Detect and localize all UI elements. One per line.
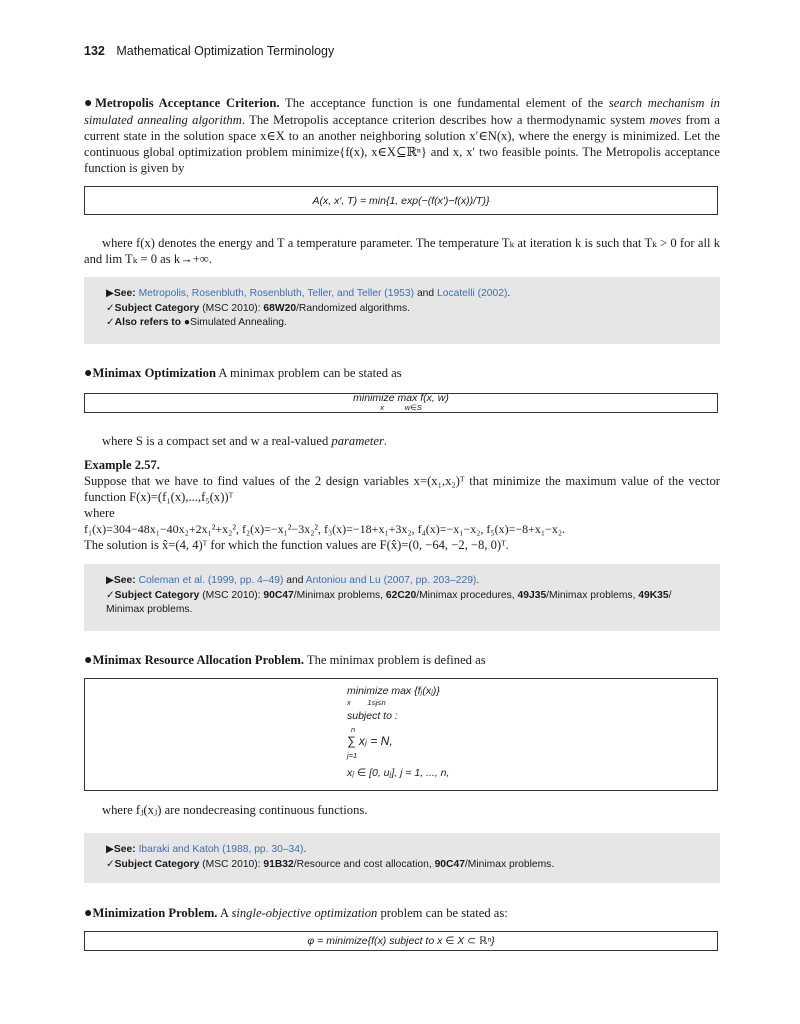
check-icon: ✓: [106, 589, 115, 601]
text: /Resource and cost allocation,: [293, 858, 435, 870]
minimax-see-box: [84, 564, 720, 631]
example-line-1: Suppose that we have to find values of the 2 design variables x=(x₁,x₂)ᵀ that minimize the maximum value of the vector function F(x)=(f₁(x),...,f₅(x))ᵀ: [84, 474, 720, 504]
resource-objective-sub: x 1≤j≤n: [347, 698, 386, 707]
text: The minimax problem is defined as: [303, 653, 486, 667]
bullet-icon: ●: [84, 366, 93, 381]
text: and: [283, 575, 306, 586]
subject-code: 90C47: [434, 858, 465, 870]
text: Simulated Annealing.: [190, 317, 287, 328]
check-icon: ✓: [106, 317, 115, 328]
minimax-formula: minimize max f(x, w): [353, 392, 449, 404]
minimization-formula-box: [84, 931, 718, 951]
text: from a current state in the solution space x∈X to an another neighboring solution x′∈N(x), where the energy is minimized. Let the continuous global optimization problem minimize{f(x), x∈X⊆ℝⁿ} and x, x′ two feasible points. The Metropolis acceptance function is given by: [84, 113, 720, 175]
example-line-2: where: [84, 506, 115, 520]
subject-label: Subject Category: [114, 302, 200, 314]
ref-link[interactable]: Locatelli (2002): [436, 288, 508, 299]
bullet-icon: ●: [84, 96, 96, 111]
subject-code: 91B32: [263, 858, 294, 870]
example-line-4: The solution is x̂=(4, 4)ᵀ for which the function values are F(x̂)=(0, −64, −2, −8, 0)ᵀ.: [84, 538, 509, 552]
text: (MSC 2010):: [199, 302, 264, 314]
text: . The Metropolis acceptance criterion describes how a thermodynamic system: [241, 113, 650, 127]
see-label: See:: [113, 288, 136, 299]
ref-link[interactable]: Coleman et al. (1999, pp. 4–49): [138, 575, 284, 586]
minimax-formula-sub: x w∈S: [380, 403, 422, 412]
resource-sum: ∑ xⱼ = N,: [347, 734, 393, 748]
resource-sum-bottom: j=1: [347, 751, 358, 760]
bullet-icon: ●: [183, 317, 191, 328]
emphasis: parameter: [331, 434, 384, 448]
see-label: See:: [113, 844, 136, 855]
minimax-formula-box: [84, 393, 718, 413]
minimax-where: [84, 433, 720, 449]
bullet-icon: ●: [84, 653, 93, 668]
page-number: 132: [84, 44, 105, 58]
running-title: Mathematical Optimization Terminology: [116, 44, 335, 58]
text: .: [303, 844, 307, 855]
text: /Randomized algorithms.: [296, 302, 410, 314]
subject-code: 68W20: [263, 302, 297, 314]
triangle-right-icon: ▶: [106, 288, 114, 299]
text: /Minimax procedures,: [416, 589, 518, 601]
metropolis-formula: A(x, x′, T) = min{1, exp(−(f(x′)−f(x))/T)}: [312, 194, 490, 207]
triangle-right-icon: ▶: [106, 844, 114, 855]
ref-link[interactable]: Metropolis, Rosenbluth, Rosenbluth, Teller, and Teller (1953): [138, 288, 415, 299]
check-icon: ✓: [106, 302, 115, 314]
text: /Minimax problems.: [464, 858, 555, 870]
text: (MSC 2010):: [199, 858, 264, 870]
emphasis: single-objective optimization: [231, 906, 378, 920]
text: .: [507, 288, 511, 299]
subject-label: Subject Category: [114, 858, 200, 870]
example-line-3: f₁(x)=304−48x₁−40x₂+2x₁²+x₂², f₂(x)=−x₁²−3x₂², f₃(x)=−18+x₁+3x₂, f₄(x)=−x₁−x₂, f₅(x)=−8+x₁−x₂.: [84, 522, 566, 536]
triangle-right-icon: ▶: [106, 575, 114, 586]
ref-link[interactable]: Antoniou and Lu (2007, pp. 203–229): [305, 575, 477, 586]
metropolis-where: where f(x) denotes the energy and T a temperature parameter. The temperature Tₖ at iteration k is such that Tₖ > 0 for all k and lim Tₖ = 0 as k→+∞.: [84, 236, 720, 266]
text: A minimax problem can be stated as: [215, 366, 402, 380]
example-title: [84, 457, 720, 473]
text: /Minimax problems,: [546, 589, 639, 601]
subject-code: 62C20: [385, 589, 417, 601]
text: problem can be stated as:: [377, 906, 508, 920]
also-label: Also refers to: [114, 317, 182, 328]
text: (MSC 2010):: [199, 589, 264, 601]
text: A: [217, 906, 232, 920]
resource-where: where fⱼ(xⱼ) are nondecreasing continuous functions.: [102, 803, 368, 817]
resource-see-box: [84, 833, 720, 883]
metropolis-title: Metropolis Acceptance Criterion.: [95, 96, 280, 110]
resource-title: Minimax Resource Allocation Problem.: [92, 653, 304, 667]
subject-code: 49K35: [638, 589, 669, 601]
resource-objective: minimize max {fⱼ(xⱼ)}: [347, 685, 440, 697]
text: where S is a compact set and w a real-valued: [102, 434, 332, 448]
text: / Minimax problems.: [106, 589, 672, 615]
resource-heading: [84, 652, 720, 669]
resource-sum-top: n: [351, 725, 356, 734]
minimax-title: Minimax Optimization: [92, 366, 216, 380]
subject-code: 49J35: [517, 589, 547, 601]
minimization-formula: φ = minimize{f(x) subject to x ∈ X ⊂ ℝⁿ}: [307, 935, 495, 947]
subject-label: Subject Category: [114, 589, 200, 601]
resource-subject-to: subject to :: [347, 710, 398, 722]
minimax-heading: [84, 365, 720, 382]
text: .: [383, 434, 388, 448]
ref-link[interactable]: Ibaraki and Katoh (1988, pp. 30–34): [138, 844, 304, 855]
resource-bounds: xⱼ ∈ [0, uⱼ], j = 1, ..., n,: [347, 767, 450, 779]
text: The acceptance function is one fundamental element of the: [279, 96, 609, 110]
metropolis-formula-box: [84, 186, 718, 215]
bullet-icon: ●: [84, 906, 93, 921]
resource-formula-box: [84, 678, 718, 791]
example-label: Example 2.57.: [84, 458, 160, 472]
text: and: [414, 288, 437, 299]
emphasis: search mechanism in simulated annealing algorithm: [84, 96, 720, 127]
minimization-heading: [84, 905, 720, 922]
text: .: [476, 575, 480, 586]
check-icon: ✓: [106, 858, 115, 870]
subject-code: 90C47: [263, 589, 294, 601]
running-header: [84, 44, 334, 58]
emphasis: moves: [649, 113, 682, 127]
see-label: See:: [113, 575, 136, 586]
metropolis-paragraph: [84, 95, 720, 176]
text: /Minimax problems,: [293, 589, 386, 601]
minimization-title: Minimization Problem.: [92, 906, 218, 920]
metropolis-see-box: [84, 277, 720, 344]
